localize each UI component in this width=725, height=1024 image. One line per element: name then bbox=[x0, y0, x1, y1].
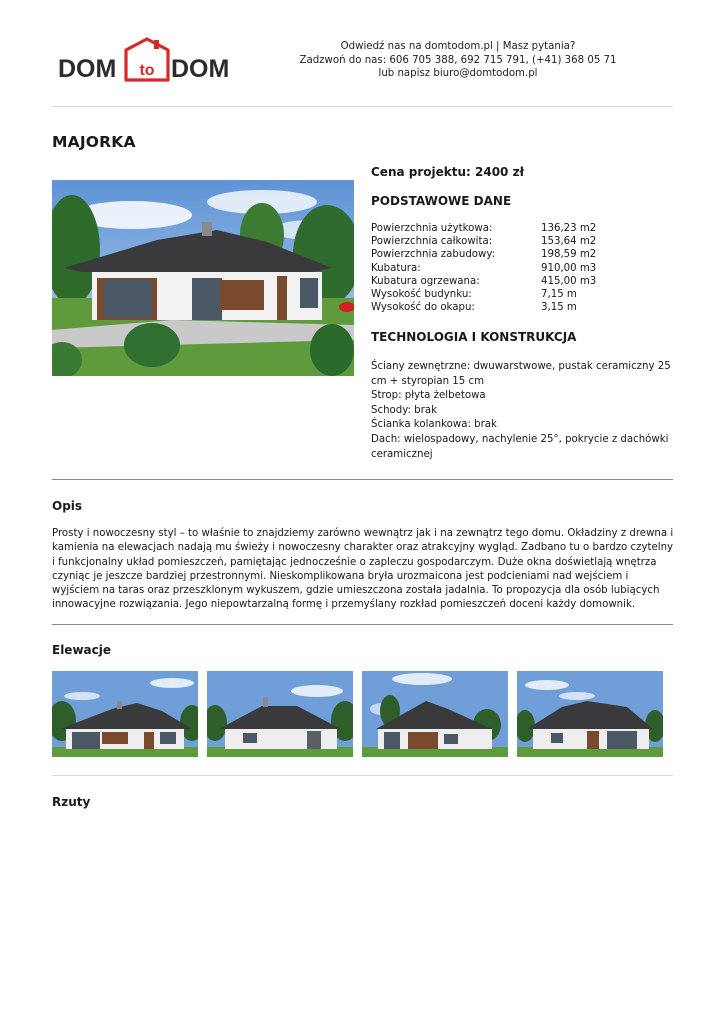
contact-line: Odwiedź nas na domtodom.pl | Masz pytania? bbox=[340, 41, 576, 52]
spec-label: Powierzchnia użytkowa: bbox=[371, 223, 493, 234]
company-logo[interactable] bbox=[58, 36, 236, 86]
spec-label: Powierzchnia całkowita: bbox=[371, 236, 493, 248]
contact-line: lub napisz biuro@domtodom.pl bbox=[378, 68, 538, 79]
elevation-image-back[interactable] bbox=[362, 671, 508, 757]
tech-line: Strop: płyta żelbetowa bbox=[371, 390, 486, 402]
svg-text:DOM: DOM bbox=[58, 55, 117, 83]
header-divider bbox=[52, 106, 673, 107]
spec-label: Kubatura ogrzewana: bbox=[371, 275, 480, 287]
spec-row bbox=[371, 248, 596, 261]
elevations-heading: Elewacje bbox=[52, 643, 111, 657]
spec-label: Powierzchnia zabudowy: bbox=[371, 249, 496, 261]
svg-text:DOM: DOM bbox=[171, 55, 230, 83]
spec-value: 415,00 m3 bbox=[541, 275, 597, 287]
spec-row bbox=[371, 235, 596, 248]
elevation-image-other-side[interactable] bbox=[517, 671, 663, 757]
spec-row bbox=[371, 222, 596, 235]
svg-text:to: to bbox=[139, 62, 155, 79]
contact-info bbox=[290, 40, 626, 81]
spec-row bbox=[371, 301, 596, 314]
floor-plans-heading: Rzuty bbox=[52, 795, 91, 809]
spec-label: Wysokość do okapu: bbox=[371, 302, 475, 314]
spec-value: 136,23 m2 bbox=[541, 223, 597, 234]
main-house-render bbox=[52, 180, 354, 376]
tech-line: Ściany zewnętrzne: dwuwarstwowe, pustak ceramiczny 25 cm + styropian 15 cm bbox=[371, 361, 671, 387]
contact-line: Zadzwoń do nas: 606 705 388, 692 715 791, (+41) 368 05 71 bbox=[299, 54, 617, 66]
spec-value: 7,15 m bbox=[541, 289, 577, 301]
elevation-image-front[interactable] bbox=[52, 671, 198, 757]
tech-line: Schody: brak bbox=[371, 404, 437, 416]
tech-line: Ścianka kolankowa: brak bbox=[371, 419, 497, 431]
spec-value: 198,59 m2 bbox=[541, 249, 597, 261]
spec-value: 153,64 m2 bbox=[541, 236, 597, 248]
specs-list bbox=[371, 222, 596, 314]
elevation-image-side[interactable] bbox=[207, 671, 353, 757]
logo-graphic bbox=[58, 36, 236, 86]
description-heading: Opis bbox=[52, 499, 83, 513]
section-divider bbox=[52, 775, 673, 776]
spec-label: Kubatura: bbox=[371, 262, 421, 274]
spec-row bbox=[371, 262, 596, 275]
section-divider bbox=[52, 624, 673, 625]
spec-row bbox=[371, 288, 596, 301]
spec-label: Wysokość budynku: bbox=[371, 289, 472, 301]
spec-row bbox=[371, 275, 596, 288]
spec-value: 3,15 m bbox=[541, 302, 577, 314]
project-price: Cena projektu: 2400 zł bbox=[371, 165, 525, 179]
spec-value: 910,00 m3 bbox=[541, 262, 597, 274]
description-text: Prosty i nowoczesny styl – to właśnie to znajdziemy zarówno wewnątrz jak i na zewnątrz tego domu. Okładziny z drewna i kamienia na elewacjach nadają mu świeży i nowoczesny charakter oraz atrakcyjny wygląd. Zadbano tu o bardzo czytelny i funkcjonalny układ pomieszczeń, pamiętając jednocześnie o zapleczu gospodarczym. Duże okna doświetlają wnętrza czyniąc je jeszcze bardziej przestronnymi. Nieskomplikowana bryła urozmaicona jest podcieniami nad wejściem i wyjściem na taras oraz przeszklonym wykuszem, gdzie umieszczona została jadalnia. To propozycja dla osób lubiących innowacyjne rozwiązania. Jego niepowtarzalną formę i przemyślany rozkład pomieszczeń doceni każdy domownik. bbox=[52, 528, 674, 611]
basic-data-heading: PODSTAWOWE DANE bbox=[371, 194, 512, 208]
tech-line: Dach: wielospadowy, nachylenie 25°, pokrycie z dachówki ceramicznej bbox=[371, 433, 669, 460]
technology-heading: TECHNOLOGIA I KONSTRUKCJA bbox=[371, 330, 577, 344]
project-title: MAJORKA bbox=[52, 133, 136, 151]
section-divider bbox=[52, 479, 673, 480]
technology-list bbox=[371, 360, 671, 462]
